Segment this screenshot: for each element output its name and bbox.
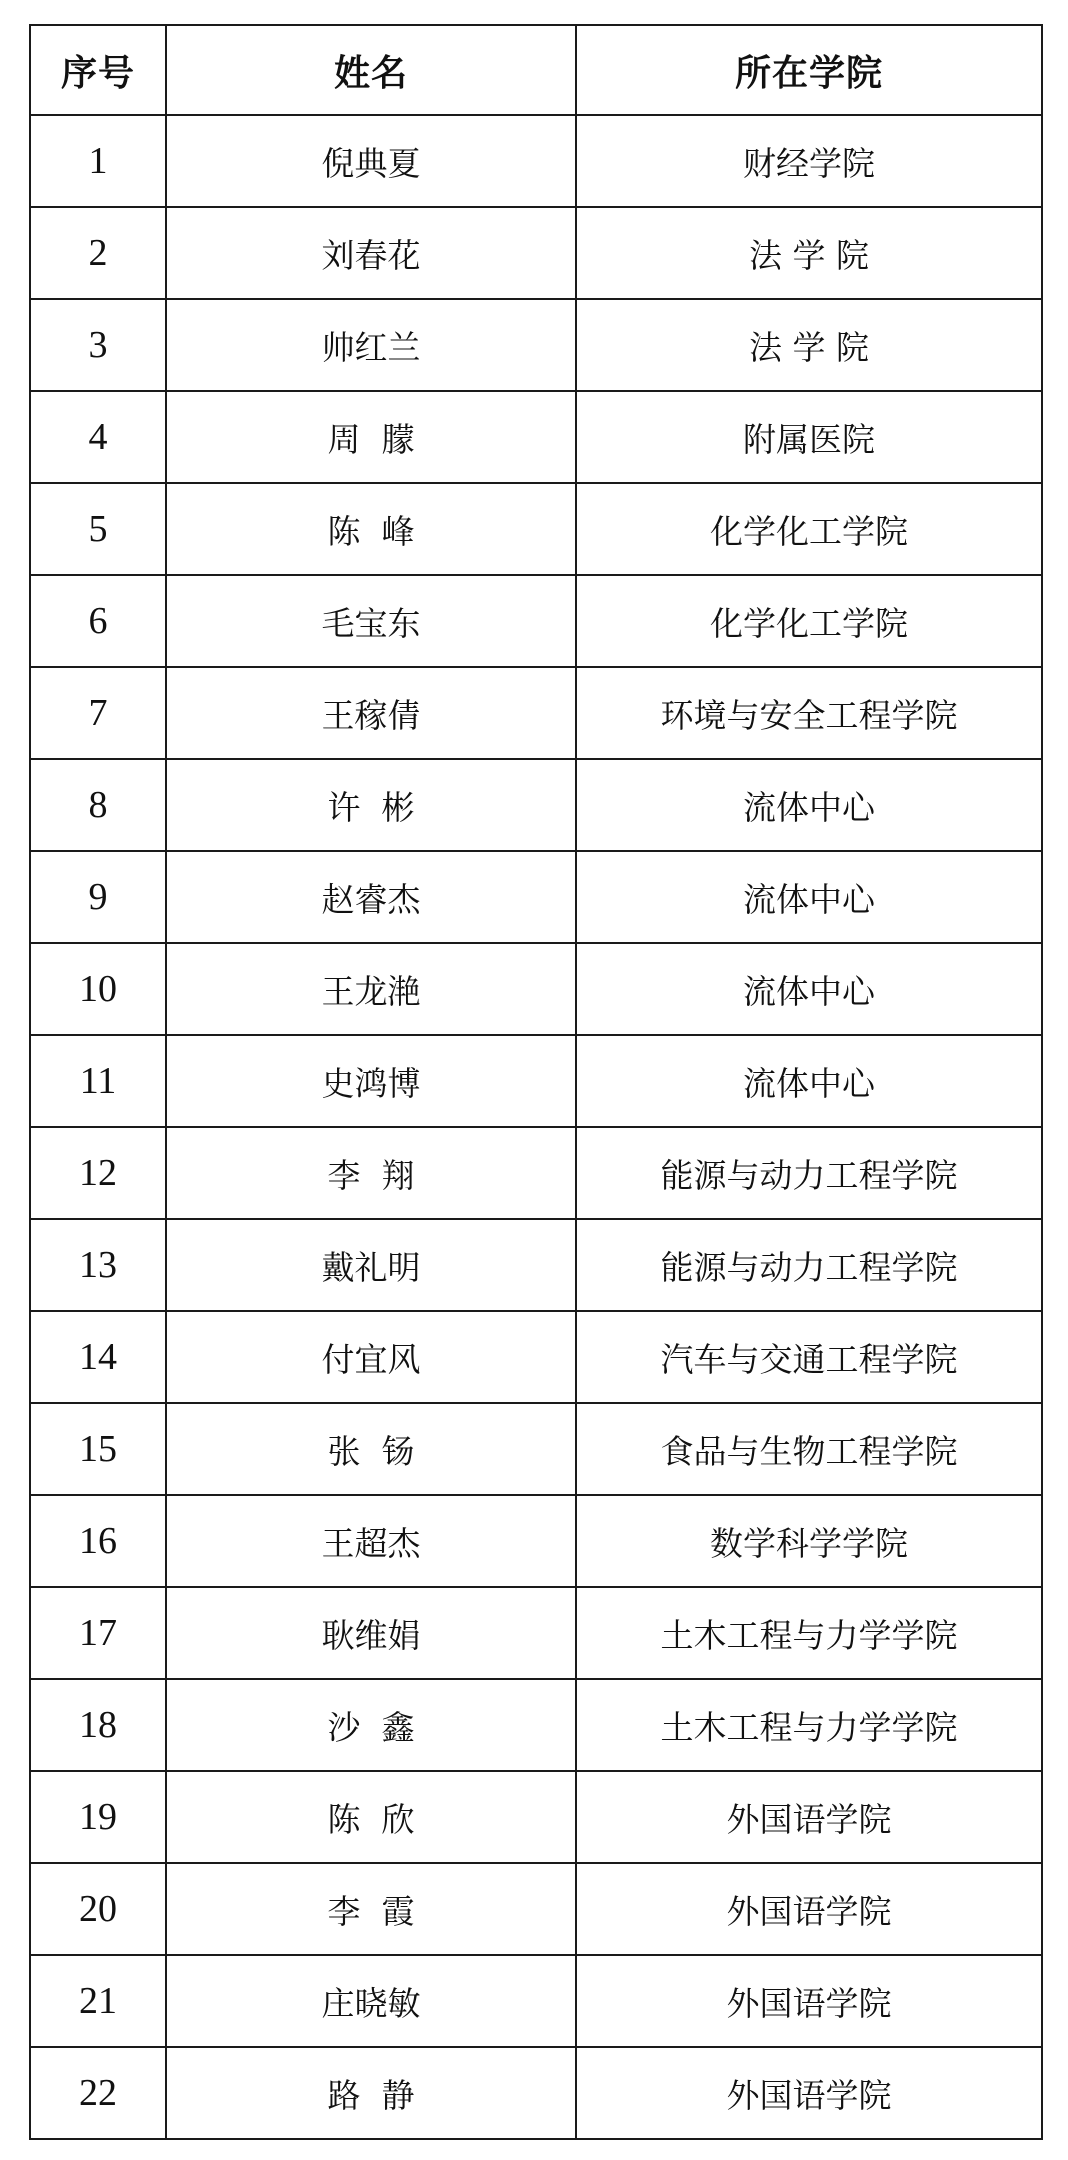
table-body bbox=[30, 115, 1042, 2139]
cell-name bbox=[166, 1955, 576, 2047]
cell-serial-number: 17 bbox=[30, 1587, 166, 1679]
cell-serial-number: 10 bbox=[30, 943, 166, 1035]
cell-name bbox=[166, 1771, 576, 1863]
table-row bbox=[30, 299, 1042, 391]
cell-serial-number: 18 bbox=[30, 1679, 166, 1771]
cell-name bbox=[166, 1311, 576, 1403]
name-text: 王稼倩 bbox=[321, 695, 421, 735]
cell-serial-number: 12 bbox=[30, 1127, 166, 1219]
cell-serial-number: 21 bbox=[30, 1955, 166, 2047]
college-text: 外国语学院 bbox=[726, 1983, 892, 2023]
table-row bbox=[30, 759, 1042, 851]
table-row bbox=[30, 943, 1042, 1035]
cell-serial-number: 22 bbox=[30, 2047, 166, 2139]
cell-college bbox=[576, 759, 1042, 851]
college-text: 汽车与交通工程学院 bbox=[660, 1339, 958, 1379]
cell-serial-number: 9 bbox=[30, 851, 166, 943]
cell-name bbox=[166, 575, 576, 667]
name-text: 王龙滟 bbox=[321, 971, 421, 1011]
table-row bbox=[30, 115, 1042, 207]
cell-name bbox=[166, 483, 576, 575]
table-header bbox=[30, 25, 1042, 115]
name-text: 倪典夏 bbox=[321, 143, 421, 183]
table-row bbox=[30, 851, 1042, 943]
name-text: 陈 峰 bbox=[327, 511, 415, 551]
college-text: 化学化工学院 bbox=[710, 603, 908, 643]
table-row bbox=[30, 483, 1042, 575]
cell-college bbox=[576, 1035, 1042, 1127]
college-text: 流体中心 bbox=[743, 971, 875, 1011]
cell-name bbox=[166, 1219, 576, 1311]
college-text: 流体中心 bbox=[743, 1063, 875, 1103]
college-text: 数学科学学院 bbox=[710, 1523, 908, 1563]
name-text: 刘春花 bbox=[321, 235, 421, 275]
table-row bbox=[30, 1495, 1042, 1587]
table-row bbox=[30, 391, 1042, 483]
name-text: 许 彬 bbox=[327, 787, 415, 827]
header-row bbox=[30, 25, 1042, 115]
cell-serial-number: 6 bbox=[30, 575, 166, 667]
college-text: 法 学 院 bbox=[749, 235, 869, 275]
table-row bbox=[30, 207, 1042, 299]
name-text: 王超杰 bbox=[321, 1523, 421, 1563]
cell-name bbox=[166, 299, 576, 391]
cell-name bbox=[166, 1127, 576, 1219]
cell-college bbox=[576, 2047, 1042, 2139]
name-text: 周 朦 bbox=[327, 419, 415, 459]
table-row bbox=[30, 667, 1042, 759]
cell-name bbox=[166, 1403, 576, 1495]
cell-name bbox=[166, 1863, 576, 1955]
cell-college bbox=[576, 667, 1042, 759]
cell-college bbox=[576, 943, 1042, 1035]
cell-name bbox=[166, 1679, 576, 1771]
table-row bbox=[30, 1035, 1042, 1127]
name-text: 路 静 bbox=[327, 2075, 415, 2115]
cell-college bbox=[576, 483, 1042, 575]
cell-name bbox=[166, 1035, 576, 1127]
cell-serial-number: 19 bbox=[30, 1771, 166, 1863]
cell-serial-number: 15 bbox=[30, 1403, 166, 1495]
cell-college bbox=[576, 575, 1042, 667]
cell-college bbox=[576, 1495, 1042, 1587]
cell-serial-number: 16 bbox=[30, 1495, 166, 1587]
name-text: 史鸿博 bbox=[321, 1063, 421, 1103]
cell-name bbox=[166, 115, 576, 207]
cell-college bbox=[576, 391, 1042, 483]
cell-name bbox=[166, 851, 576, 943]
name-text: 付宜风 bbox=[321, 1339, 421, 1379]
name-text: 陈 欣 bbox=[327, 1799, 415, 1839]
cell-college bbox=[576, 115, 1042, 207]
header-serial-number: 序号 bbox=[30, 25, 166, 115]
cell-serial-number: 3 bbox=[30, 299, 166, 391]
staff-table bbox=[29, 24, 1043, 2140]
cell-college bbox=[576, 1587, 1042, 1679]
name-text: 张 钖 bbox=[327, 1431, 415, 1471]
cell-serial-number: 14 bbox=[30, 1311, 166, 1403]
cell-serial-number: 2 bbox=[30, 207, 166, 299]
college-text: 流体中心 bbox=[743, 787, 875, 827]
cell-name bbox=[166, 1587, 576, 1679]
cell-serial-number: 13 bbox=[30, 1219, 166, 1311]
cell-college bbox=[576, 1771, 1042, 1863]
cell-serial-number: 1 bbox=[30, 115, 166, 207]
cell-serial-number: 8 bbox=[30, 759, 166, 851]
cell-serial-number: 7 bbox=[30, 667, 166, 759]
cell-name bbox=[166, 943, 576, 1035]
table-row bbox=[30, 1679, 1042, 1771]
college-text: 流体中心 bbox=[743, 879, 875, 919]
cell-college bbox=[576, 207, 1042, 299]
name-text: 戴礼明 bbox=[321, 1247, 421, 1287]
table-row bbox=[30, 1311, 1042, 1403]
college-text: 附属医院 bbox=[743, 419, 875, 459]
college-text: 土木工程与力学学院 bbox=[660, 1615, 958, 1655]
cell-name bbox=[166, 207, 576, 299]
cell-name bbox=[166, 391, 576, 483]
cell-serial-number: 5 bbox=[30, 483, 166, 575]
table-row bbox=[30, 1863, 1042, 1955]
cell-name bbox=[166, 1495, 576, 1587]
college-text: 能源与动力工程学院 bbox=[660, 1247, 958, 1287]
table-row bbox=[30, 1127, 1042, 1219]
college-text: 财经学院 bbox=[743, 143, 875, 183]
cell-serial-number: 20 bbox=[30, 1863, 166, 1955]
cell-college bbox=[576, 1955, 1042, 2047]
college-text: 法 学 院 bbox=[749, 327, 869, 367]
table-row bbox=[30, 1587, 1042, 1679]
college-text: 土木工程与力学学院 bbox=[660, 1707, 958, 1747]
table-row bbox=[30, 575, 1042, 667]
name-text: 庄晓敏 bbox=[321, 1983, 421, 2023]
name-text: 李 霞 bbox=[327, 1891, 415, 1931]
college-text: 能源与动力工程学院 bbox=[660, 1155, 958, 1195]
name-text: 毛宝东 bbox=[321, 603, 421, 643]
name-text: 李 翔 bbox=[327, 1155, 415, 1195]
college-text: 外国语学院 bbox=[726, 1891, 892, 1931]
cell-college bbox=[576, 1679, 1042, 1771]
cell-name bbox=[166, 759, 576, 851]
college-text: 外国语学院 bbox=[726, 1799, 892, 1839]
table-row bbox=[30, 1403, 1042, 1495]
college-text: 环境与安全工程学院 bbox=[660, 695, 958, 735]
cell-name bbox=[166, 2047, 576, 2139]
college-text: 食品与生物工程学院 bbox=[660, 1431, 958, 1471]
header-college: 所在学院 bbox=[576, 25, 1042, 115]
cell-college bbox=[576, 851, 1042, 943]
name-text: 帅红兰 bbox=[321, 327, 421, 367]
cell-serial-number: 11 bbox=[30, 1035, 166, 1127]
table-row bbox=[30, 1955, 1042, 2047]
table-row bbox=[30, 1771, 1042, 1863]
table-row bbox=[30, 2047, 1042, 2139]
name-text: 沙 鑫 bbox=[327, 1707, 415, 1747]
cell-college bbox=[576, 1403, 1042, 1495]
name-text: 耿维娟 bbox=[321, 1615, 421, 1655]
header-name: 姓名 bbox=[166, 25, 576, 115]
table-row bbox=[30, 1219, 1042, 1311]
name-text: 赵睿杰 bbox=[321, 879, 421, 919]
college-text: 化学化工学院 bbox=[710, 511, 908, 551]
cell-college bbox=[576, 299, 1042, 391]
college-text: 外国语学院 bbox=[726, 2075, 892, 2115]
cell-college bbox=[576, 1863, 1042, 1955]
cell-college bbox=[576, 1219, 1042, 1311]
cell-serial-number: 4 bbox=[30, 391, 166, 483]
cell-college bbox=[576, 1311, 1042, 1403]
cell-college bbox=[576, 1127, 1042, 1219]
cell-name bbox=[166, 667, 576, 759]
staff-table-container bbox=[29, 24, 1041, 2140]
